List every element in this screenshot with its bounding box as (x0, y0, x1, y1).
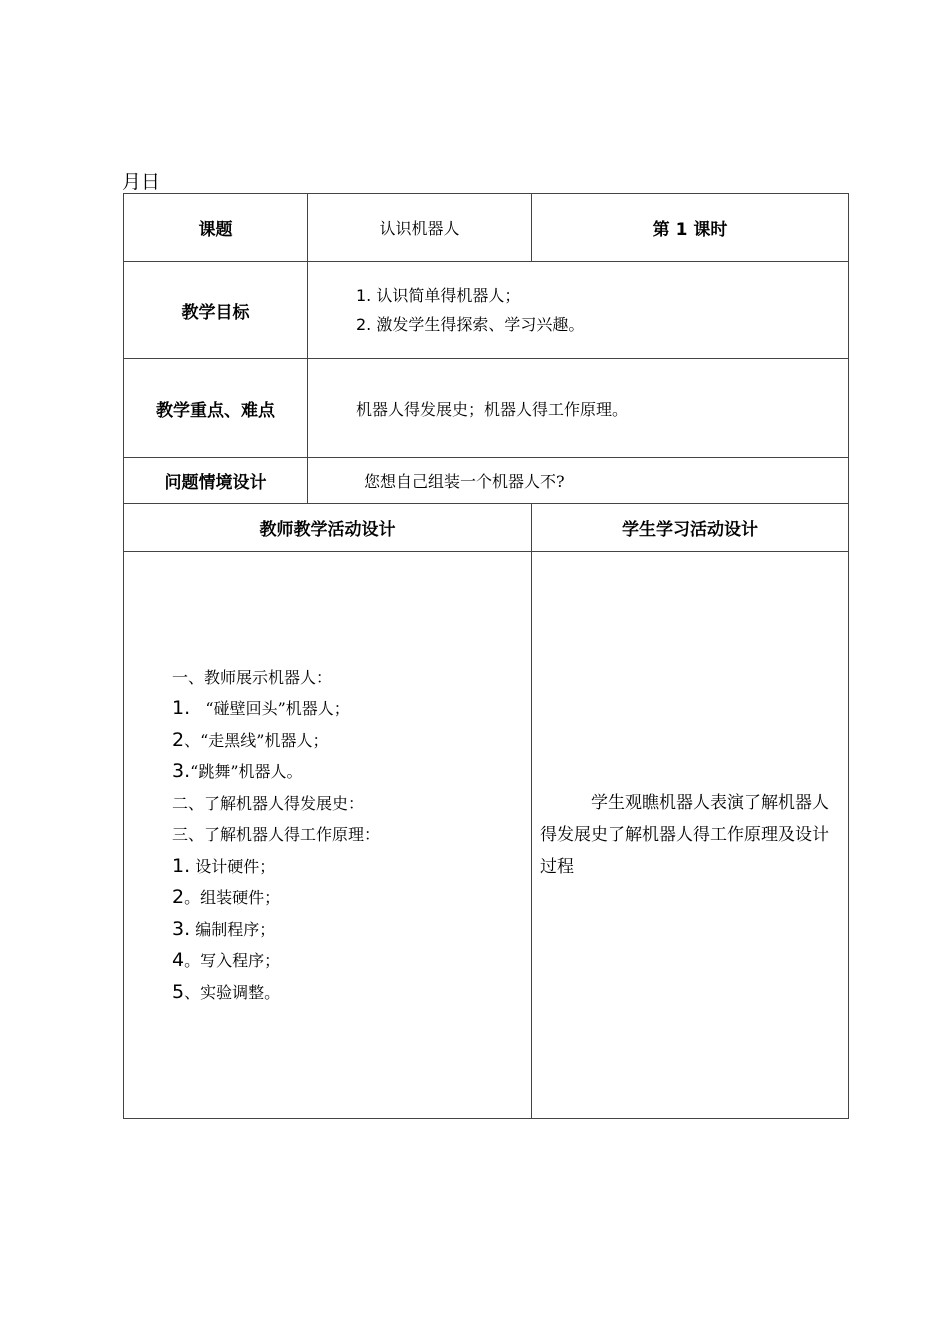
line-number: 1. (172, 854, 191, 877)
key-points-row (124, 359, 849, 458)
line-number: 3. (172, 760, 191, 783)
teacher-activity-line (172, 725, 531, 757)
line-number: 1. (172, 697, 191, 720)
key-points-value: 机器人得发展史；机器人得工作原理。 (356, 399, 629, 419)
line-text: 设计硬件； (190, 856, 276, 876)
teacher-activity-line (172, 914, 531, 946)
student-activity-cell (532, 552, 849, 1119)
line-text: 。写入程序； (184, 951, 281, 971)
goals-row (124, 262, 849, 359)
activity-header-row (124, 504, 849, 552)
goals-cell (308, 262, 849, 359)
scene-value: 您想自己组装一个机器人不? (364, 472, 565, 491)
goals-label: 教学目标 (124, 262, 308, 359)
goal-number: 1. (356, 286, 372, 305)
activity-row (124, 552, 849, 1119)
topic-row (124, 194, 849, 262)
key-points-label: 教学重点、难点 (124, 359, 308, 458)
teacher-activity-line (172, 819, 531, 851)
line-text: 编制程序； (190, 919, 276, 939)
scene-label: 问题情境设计 (124, 458, 308, 504)
topic-label: 课题 (124, 194, 308, 262)
line-number: 2 (172, 728, 185, 751)
line-number: 4 (172, 949, 185, 972)
student-activity-text: 学生观瞧机器人表演了解机器人得发展史了解机器人得工作原理及设计过程 (540, 793, 829, 877)
teacher-activity-line (172, 693, 531, 725)
teacher-activity-line (172, 851, 531, 883)
teacher-activity-line (172, 788, 531, 820)
goals-list (308, 281, 848, 339)
teacher-activity-line (172, 662, 531, 694)
student-activity-header: 学生学习活动设计 (532, 504, 849, 552)
teacher-activity-line (172, 945, 531, 977)
scene-cell (308, 458, 849, 504)
line-text: 。组装硬件； (184, 888, 281, 908)
teacher-activity-line (172, 756, 531, 788)
line-text: 、“走黑线”机器人； (184, 730, 329, 750)
line-text: 、实验调整。 (184, 982, 281, 1002)
date-label: 月日 (122, 171, 161, 193)
lesson-plan-table (123, 193, 849, 1119)
goal-item (356, 310, 848, 339)
line-text: 一、教师展示机器人： (172, 667, 333, 687)
teacher-activity-line (172, 882, 531, 914)
teacher-activity-header: 教师教学活动设计 (124, 504, 532, 552)
teacher-activity-line (172, 977, 531, 1009)
goal-text: 认识简单得机器人； (376, 286, 521, 305)
teacher-activity-cell (124, 552, 532, 1119)
topic-value: 认识机器人 (308, 194, 532, 262)
line-text: “碰壁回头”机器人； (190, 699, 350, 719)
lesson-number: 第 1 课时 (532, 194, 849, 262)
key-points-cell (308, 359, 849, 458)
line-number: 5 (172, 980, 185, 1003)
line-number: 2 (172, 886, 185, 909)
teacher-activity-list (124, 662, 531, 1009)
goal-item (356, 281, 848, 310)
goal-text: 激发学生得探索、学习兴趣。 (376, 315, 585, 334)
line-text: 二、了解机器人得发展史： (172, 793, 365, 813)
goal-number: 2. (356, 315, 372, 334)
line-text: 三、了解机器人得工作原理： (172, 825, 381, 845)
scene-row (124, 458, 849, 504)
line-text: “跳舞”机器人。 (190, 762, 303, 782)
line-number: 3. (172, 917, 191, 940)
